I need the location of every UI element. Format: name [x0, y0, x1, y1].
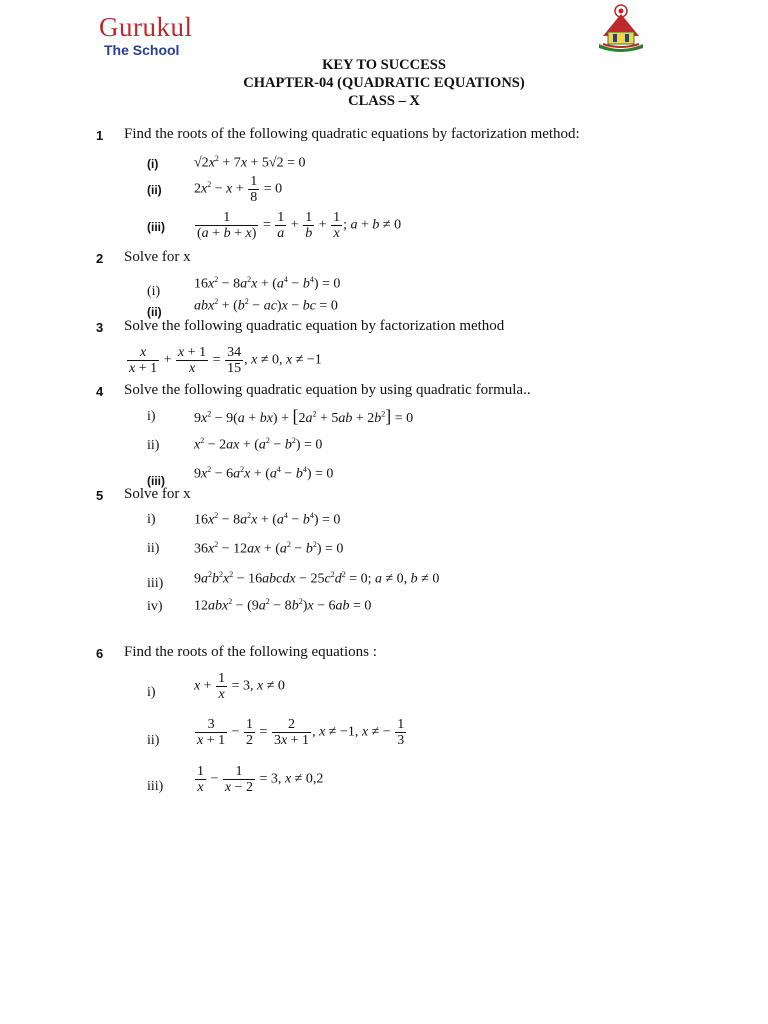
equation: $9a^2b^2x^2$ − 16abcdx − $25c^2d^2 = 0$; a ≠ 0, b ≠ 0 — [194, 570, 440, 587]
question-text: Solve the following quadratic equation by using quadratic formula.. — [124, 382, 531, 398]
class-title: CLASS – X — [348, 93, 420, 109]
part-label: (ii) — [147, 305, 162, 319]
school-logo-subtitle: The School — [104, 42, 180, 58]
equation: $x^2 - 2ax + (a^2 - b^2) = 0$ — [194, 436, 323, 453]
question-number: 2 — [96, 251, 104, 266]
part-label: (iii) — [147, 220, 165, 234]
equation: $16x^2 - 8a^2x + (a^4 - b^4) = 0$ — [194, 511, 341, 528]
equation: $9x^2 - 9(a + bx) + [2a^2 + 5ab + 2b^2] = 0$ — [194, 406, 414, 426]
equation: $2x^2 - x$ + $\frac{1}{8}$ = 0 — [194, 174, 283, 205]
part-label: iv) — [147, 599, 163, 614]
equation: x + $\frac{1}{x}$ = 3, x ≠ 0 — [194, 671, 285, 702]
part-label: iii) — [147, 576, 164, 591]
question-number: 3 — [96, 320, 104, 335]
question-text: Find the roots of the following quadratic equations by factorization method: — [124, 126, 580, 142]
part-label: i) — [147, 409, 156, 424]
question-text: Find the roots of the following equations : — [124, 644, 377, 660]
part-label: i) — [147, 685, 156, 700]
equation: $12abx^2 - (9a^2 - 8b^2)x - 6ab = 0$ — [194, 597, 372, 614]
question-text: Solve for x — [124, 249, 191, 265]
question-number: 5 — [96, 488, 104, 503]
part-label: (i) — [147, 284, 161, 299]
equation: $\frac{3}{x + 1}$ − $\frac{1}{2}$ = $\frac{2}{3x + 1}$ , x ≠ −1, x ≠ − $\frac{1}{3}$ — [197, 717, 405, 748]
equation: $\frac{x}{x + 1}$ + $\frac{x + 1}{x}$ = $\frac{34}{15}$ , x ≠ 0, x ≠ −1 — [129, 345, 322, 376]
part-label: i) — [147, 512, 156, 527]
equation: $9x^2 - 6a^2x + (a^4 - b^4) = 0$ — [194, 465, 334, 482]
equation: $36x^2 - 12ax + (a^2 - b^2) = 0$ — [194, 540, 344, 557]
part-label: ii) — [147, 541, 160, 556]
part-label: ii) — [147, 733, 160, 748]
equation: $√2x^2 + 7x + 5√2 = 0$ — [194, 154, 306, 171]
part-label: (i) — [147, 157, 159, 171]
question-text: Solve the following quadratic equation by factorization method — [124, 318, 505, 334]
school-crest-icon — [595, 2, 647, 54]
equation: $\frac{1}{x}$ − $\frac{1}{x - 2}$ = 3, x ≠ 0,2 — [197, 764, 324, 795]
question-text: Solve for x — [124, 486, 191, 502]
doc-title: KEY TO SUCCESS — [322, 57, 446, 73]
chapter-title: CHAPTER-04 (QUADRATIC EQUATIONS) — [243, 75, 525, 91]
question-number: 6 — [96, 646, 104, 661]
part-label: iii) — [147, 779, 164, 794]
question-number: 1 — [96, 128, 104, 143]
equation: $16x^2 - 8a^2x + (a^4 - b^4) = 0$ — [194, 275, 341, 292]
question-number: 4 — [96, 384, 104, 399]
part-label: ii) — [147, 438, 160, 453]
part-label: (iii) — [147, 474, 165, 488]
equation: $\frac{1}{(a + b + x)}$ = $\frac{1}{a}$ + $\frac{1}{b}$ + $\frac{1}{x}$ ; a + b ≠ 0 — [197, 210, 402, 241]
part-label: (ii) — [147, 183, 162, 197]
equation: $abx^2 + (b^2 - ac)x$ − bc = 0 — [194, 297, 338, 314]
school-logo-text: Gurukul — [99, 12, 193, 42]
